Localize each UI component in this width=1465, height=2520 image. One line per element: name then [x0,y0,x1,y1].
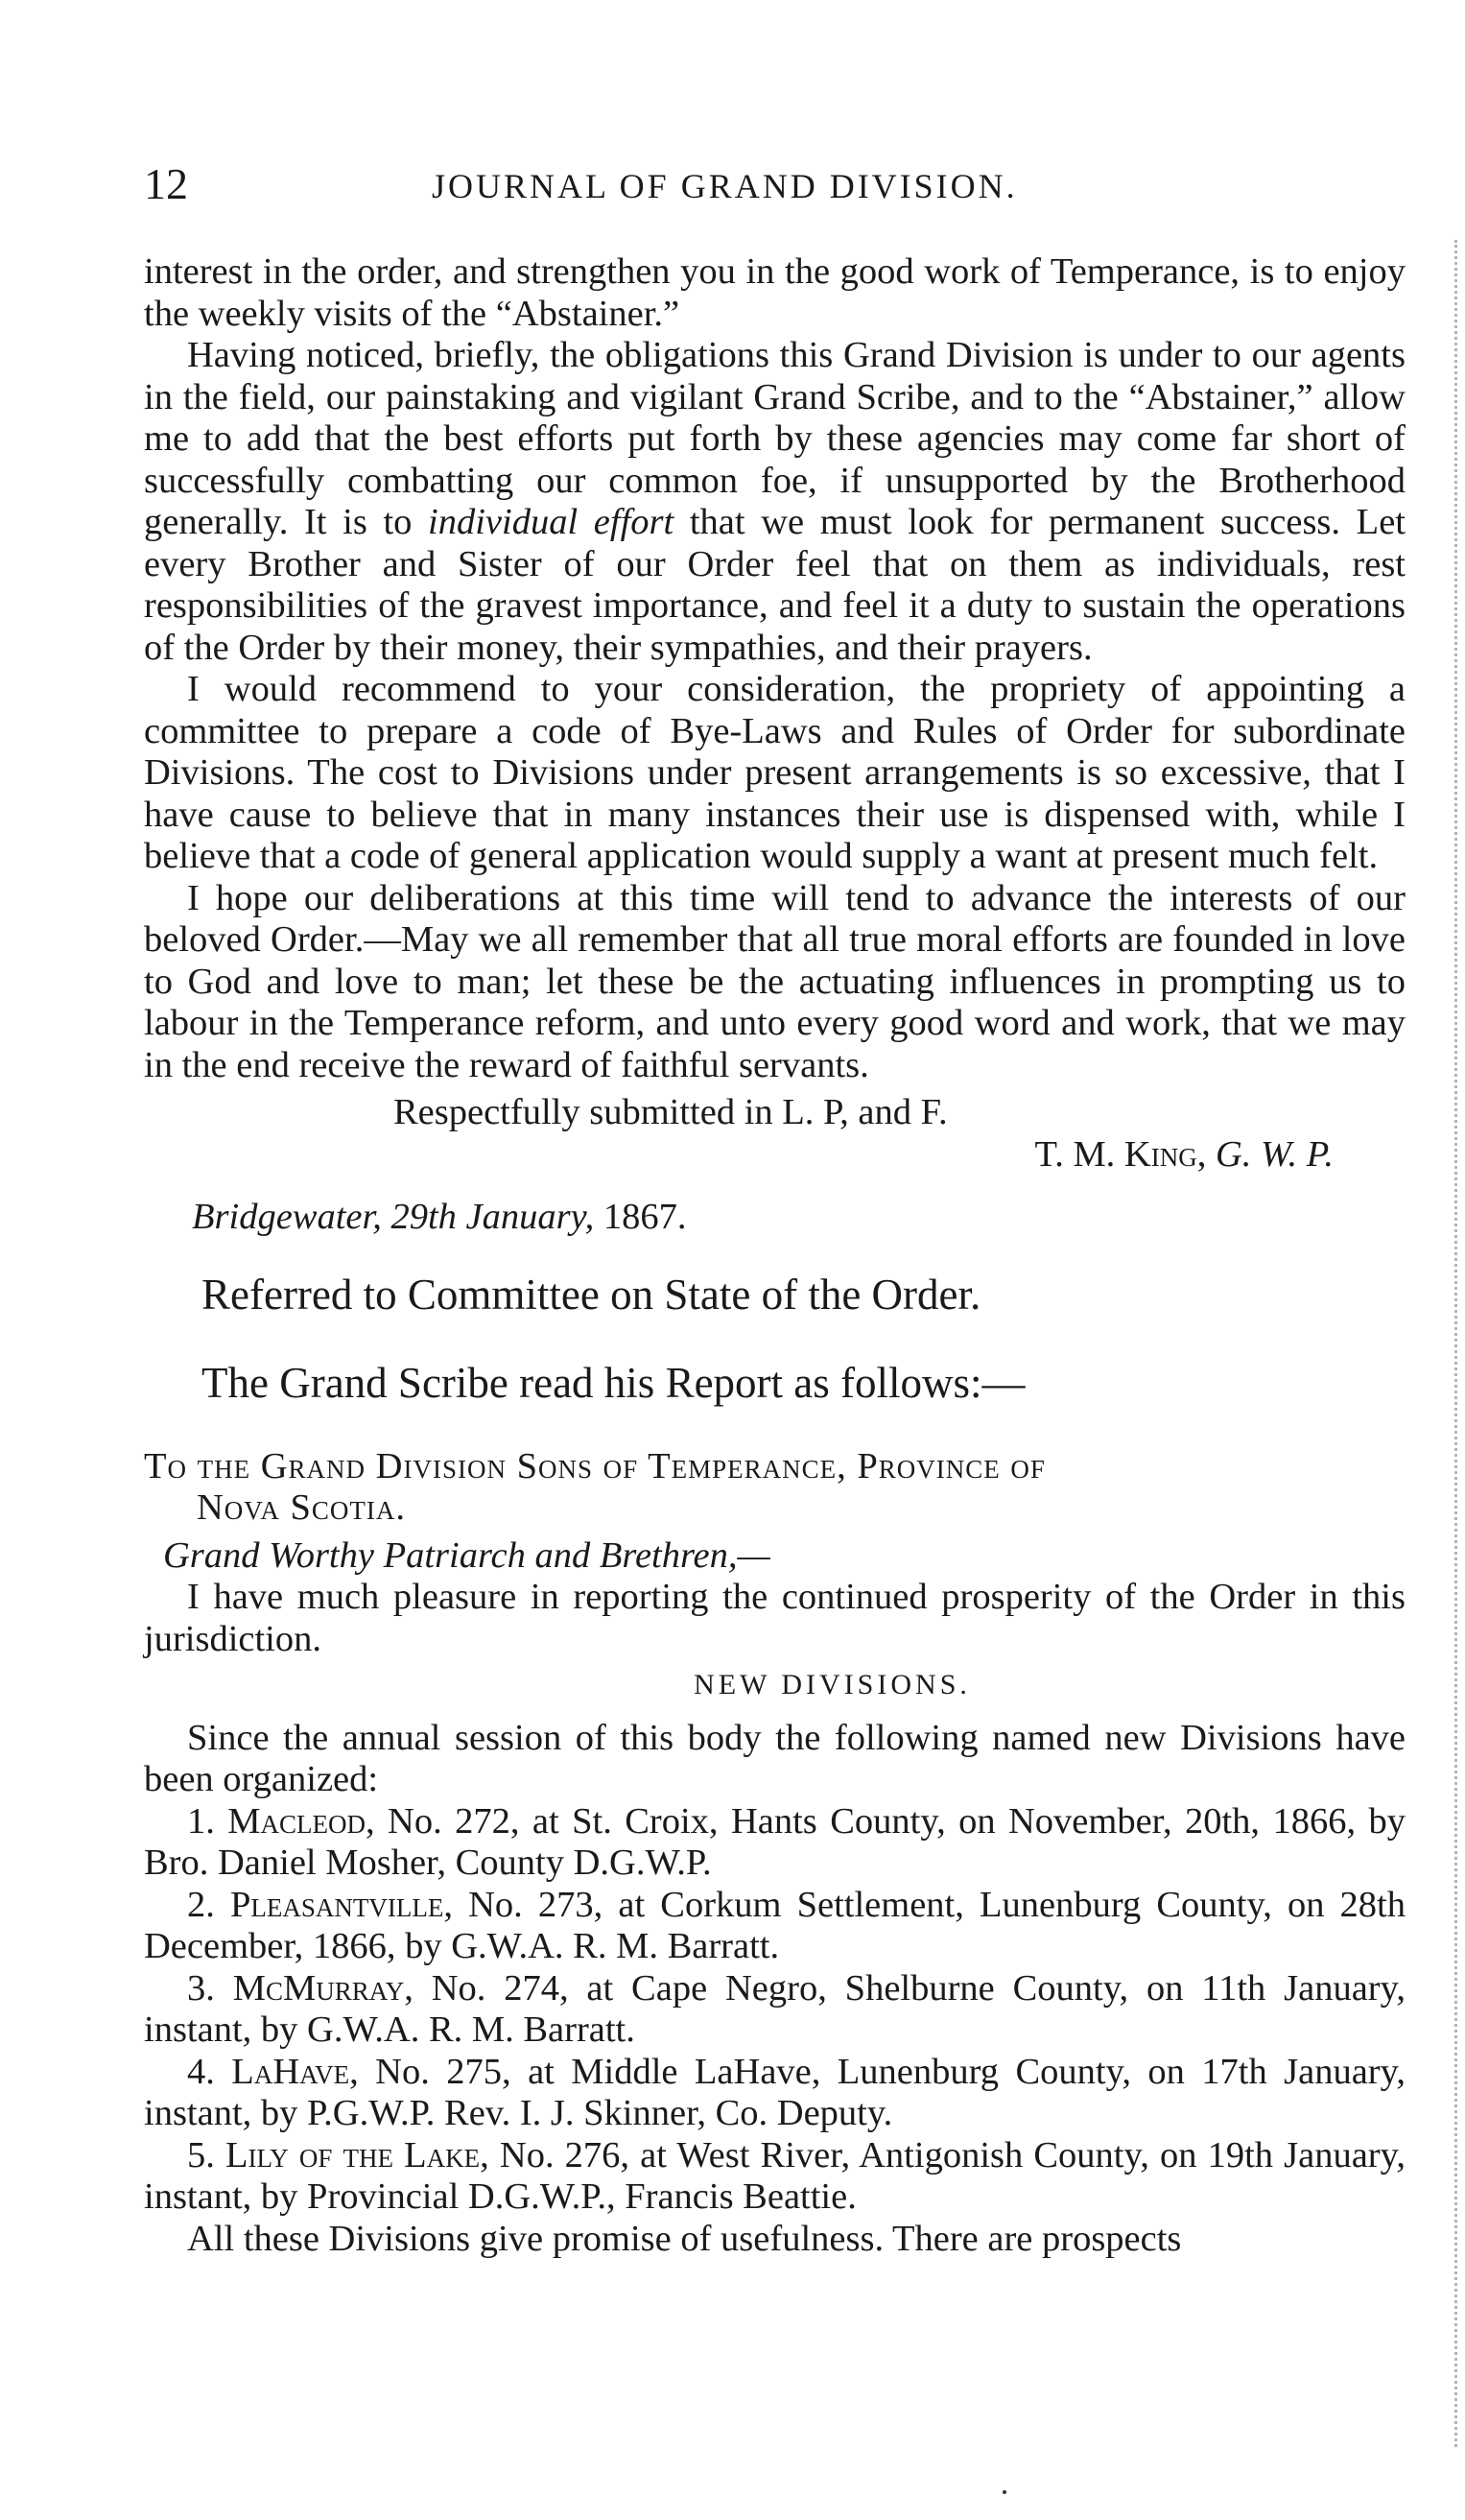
referred-notice: Referred to Committee on State of the Order. [201,1270,981,1319]
item-number: 1. [187,1800,215,1842]
item-text: No. 275, at Middle LaHave, Lunenburg County, on 17th January, instant, by P.G.W.P. Rev. I. J. Skinner, Co. Deputy. [144,2051,1406,2133]
ink-speck [1003,2490,1006,2494]
scribe-notice: The Grand Scribe read his Report as follows:— [201,1358,1026,1407]
report-lead: Since the annual session of this body the following named new Divisions have been organized: [144,1717,1406,1799]
item-number: 4. [187,2051,215,2092]
list-item [144,2135,1406,2219]
item-division-name: Pleasantville, [230,1884,453,1925]
signature-title: G. W. P. [1215,1133,1334,1175]
report-address [144,1446,1406,1530]
item-text: No. 274, at Cape Negro, Shelburne County, on 11th January, instant, by G.W.A. R. M. Barratt. [144,1967,1406,2050]
salutation: Grand Worthy Patriarch and Brethren,— [163,1534,770,1576]
report-intro: I have much pleasure in reporting the continued prosperity of the Order in this jurisdiction. [144,1577,1406,1659]
list-item [144,1885,1406,1968]
item-division-name: Macleod, [227,1800,375,1842]
paragraph-4: I hope our deliberations at this time will tend to advance the interests of our beloved Order.—May we all remember that all true moral efforts are founded in love to God and love to man; let these be the actuating influences in prompting us to labour in the Temperance reform, and unto every good word and work, that we may in the end receive the reward of faithful servants. [144,877,1406,1085]
section-heading: NEW DIVISIONS. [694,1669,971,1700]
item-division-name: Lily of the Lake, [225,2134,489,2175]
address-line-1: To the Grand Division Sons of Temperance, Province of [144,1445,1046,1486]
item-number: 3. [187,1967,215,2009]
page-header [144,158,1391,226]
paragraph-2-emphasis: individual effort [428,502,674,542]
list-item [144,1801,1406,1885]
date-place: Bridgewater, 29th January, [192,1197,595,1237]
page-number: 12 [144,159,188,208]
paragraph-3: I would recommend to your consideration, the propriety of appointing a committee to prepare a code of Bye-Laws and Rules of Order for subordinate Divisions. The cost to Divisions under present arrangements is so excessive, that I have cause to believe that in many instances their use is dispensed with, while I believe that a code of general application would supply a want at present much felt. [144,669,1406,876]
item-number: 2. [187,1884,215,1925]
item-division-name: McMurray, [232,1967,414,2009]
list-item [144,1968,1406,2052]
report-closing-line: All these Divisions give promise of usefulness. There are prospects [187,2218,1182,2259]
signature [144,1134,1406,1177]
running-head: JOURNAL OF GRAND DIVISION. [432,167,1018,205]
date-year: 1867. [603,1197,687,1237]
list-item [144,2052,1406,2135]
paragraph-1: interest in the order, and strengthen you in the good work of Temperance, is to enjoy the weekly visits of the “Abstainer.” [144,251,1406,334]
paragraph-2 [144,335,1406,669]
signature-name: T. M. King, [1034,1133,1207,1175]
paragraph-2-part-a: Having noticed, briefly, the obligations this Grand Division is under to our agents in the field, our painstaking and vigilant Grand Scribe, and to the “Abstainer,” allow me to add that the best efforts put forth by these agencies may come far short of successfully combatting our common foe, if unsupported by the Brotherhood generally. It is to [144,335,1406,542]
dateline [144,1197,1406,1239]
address-line-2: Nova Scotia. [197,1487,406,1528]
item-number: 5. [187,2134,215,2175]
page-edge-shadow [1441,240,1457,2447]
body-text [144,251,1406,2260]
signoff: Respectfully submitted in L. P, and F. [393,1092,948,1132]
item-division-name: LaHave, [231,2051,359,2092]
item-text: No. 276, at West River, Antigonish County, on 19th January, instant, by Provincial D.G.W.P., Francis Beattie. [144,2134,1406,2217]
item-text: No. 272, at St. Croix, Hants County, on November, 20th, 1866, by Bro. Daniel Mosher, County D.G.W.P. [144,1800,1406,1883]
item-text: No. 273, at Corkum Settlement, Lunenburg County, on 28th December, 1866, by G.W.A. R. M. Barratt. [144,1884,1406,1966]
paragraph-2-part-b: that we must look for permanent success. Let every Brother and Sister of our Order feel that on them as individuals, rest responsibilities of the gravest importance, and feel it a duty to sustain the operations of the Order by their money, their sympathies, and their prayers. [144,502,1406,668]
